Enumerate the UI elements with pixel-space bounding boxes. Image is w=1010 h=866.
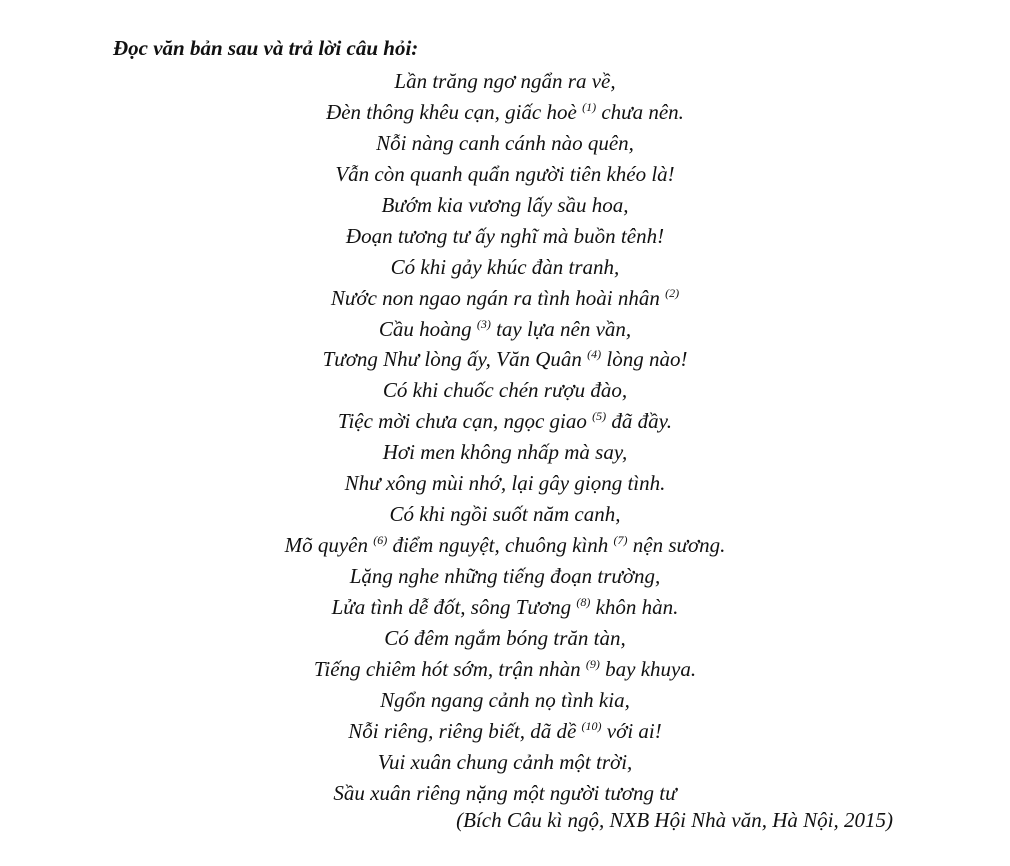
poem-text: điểm nguyệt, chuông kình (387, 533, 614, 558)
poem-line (0, 314, 1010, 345)
poem-line (0, 283, 1010, 314)
footnote-marker: (9) (585, 656, 600, 671)
poem-line (0, 561, 1010, 592)
poem-text: bay khuya. (599, 656, 697, 681)
poem-line (0, 66, 1010, 97)
poem-text: Nỗi riêng, riêng biết, dã dề (348, 718, 582, 743)
poem-line (0, 499, 1010, 530)
poem-line (0, 623, 1010, 654)
poem-text: Tương Như lòng ấy, Văn Quân (322, 347, 588, 372)
poem-line (0, 406, 1010, 437)
poem-text: Tiệc mời chưa cạn, ngọc giao (337, 409, 593, 434)
poem-line (0, 128, 1010, 159)
poem-text: Như xông mùi nhớ, lại gây giọng tình. (344, 471, 666, 496)
poem-line (0, 654, 1010, 685)
poem-text: với ai! (601, 718, 662, 743)
poem-text: Vẫn còn quanh quẩn người tiên khéo là! (335, 161, 675, 186)
poem-text: tay lựa nên vần, (490, 316, 632, 341)
footnote-marker: (2) (665, 285, 680, 300)
poem-text: Có khi chuốc chén rượu đào, (382, 378, 628, 403)
poem-line (0, 437, 1010, 468)
footnote-marker: (4) (587, 347, 602, 362)
poem-text: Có khi gảy khúc đàn tranh, (390, 254, 620, 279)
poem-text: Đèn thông khêu cạn, giấc hoè (326, 99, 583, 124)
poem-text: Lặng nghe những tiếng đoạn trường, (349, 564, 661, 588)
poem-text: Nỗi nàng canh cánh nào quên, (376, 130, 634, 155)
poem-text: Hơi men không nhấp mà say, (382, 440, 628, 465)
poem-line (0, 685, 1010, 716)
poem-text: Lần trăng ngơ ngẩn ra về, (394, 69, 616, 93)
poem-text: Nước non ngao ngán ra tình hoài nhân (330, 285, 666, 310)
poem-text: Mõ quyên (284, 533, 374, 558)
poem-line (0, 716, 1010, 747)
poem-line (0, 159, 1010, 190)
poem-line (0, 252, 1010, 283)
footnote-marker: (8) (576, 594, 591, 609)
poem-line (0, 221, 1010, 252)
poem-line (0, 530, 1010, 561)
footnote-marker: (1) (582, 99, 597, 114)
poem-text: Có đêm ngắm bóng trăn tàn, (384, 625, 626, 650)
poem-line (0, 468, 1010, 499)
poem-line (0, 592, 1010, 623)
footnote-marker: (7) (613, 533, 628, 548)
source-citation: (Bích Câu kì ngộ, NXB Hội Nhà văn, Hà Nội, 2015) (456, 808, 893, 832)
poem-line (0, 190, 1010, 221)
poem-text: Cầu hoàng (378, 316, 477, 341)
poem-text: Tiếng chiêm hót sớm, trận nhàn (313, 656, 586, 681)
poem-line (0, 747, 1010, 778)
instruction-heading: Đọc văn bản sau và trả lời câu hỏi: (113, 36, 419, 60)
poem-text: Ngổn ngang cảnh nọ tình kia, (380, 687, 630, 712)
poem (0, 66, 1010, 809)
poem-text: Bướm kia vương lấy sầu hoa, (381, 192, 629, 217)
poem-text: Sầu xuân riêng nặng một người tương tư (333, 780, 677, 805)
footnote-marker: (5) (592, 409, 607, 424)
footnote-marker: (10) (581, 718, 602, 733)
footnote-marker: (6) (373, 533, 388, 548)
poem-text: Đoạn tương tư ấy nghĩ mà buồn tênh! (345, 223, 665, 248)
poem-line (0, 344, 1010, 375)
poem-line (0, 778, 1010, 809)
poem-line (0, 97, 1010, 128)
poem-text: Lửa tình dễ đốt, sông Tương (331, 594, 577, 619)
poem-text: lòng nào! (601, 347, 688, 372)
poem-text: đã đầy. (606, 409, 673, 434)
poem-text: khôn hàn. (590, 594, 679, 619)
poem-text: nện sương. (627, 533, 726, 558)
poem-line (0, 375, 1010, 406)
poem-text: chưa nên. (596, 99, 684, 124)
footnote-marker: (3) (476, 316, 491, 331)
poem-text: Có khi ngồi suốt năm canh, (389, 502, 621, 527)
poem-text: Vui xuân chung cảnh một trời, (377, 749, 633, 774)
